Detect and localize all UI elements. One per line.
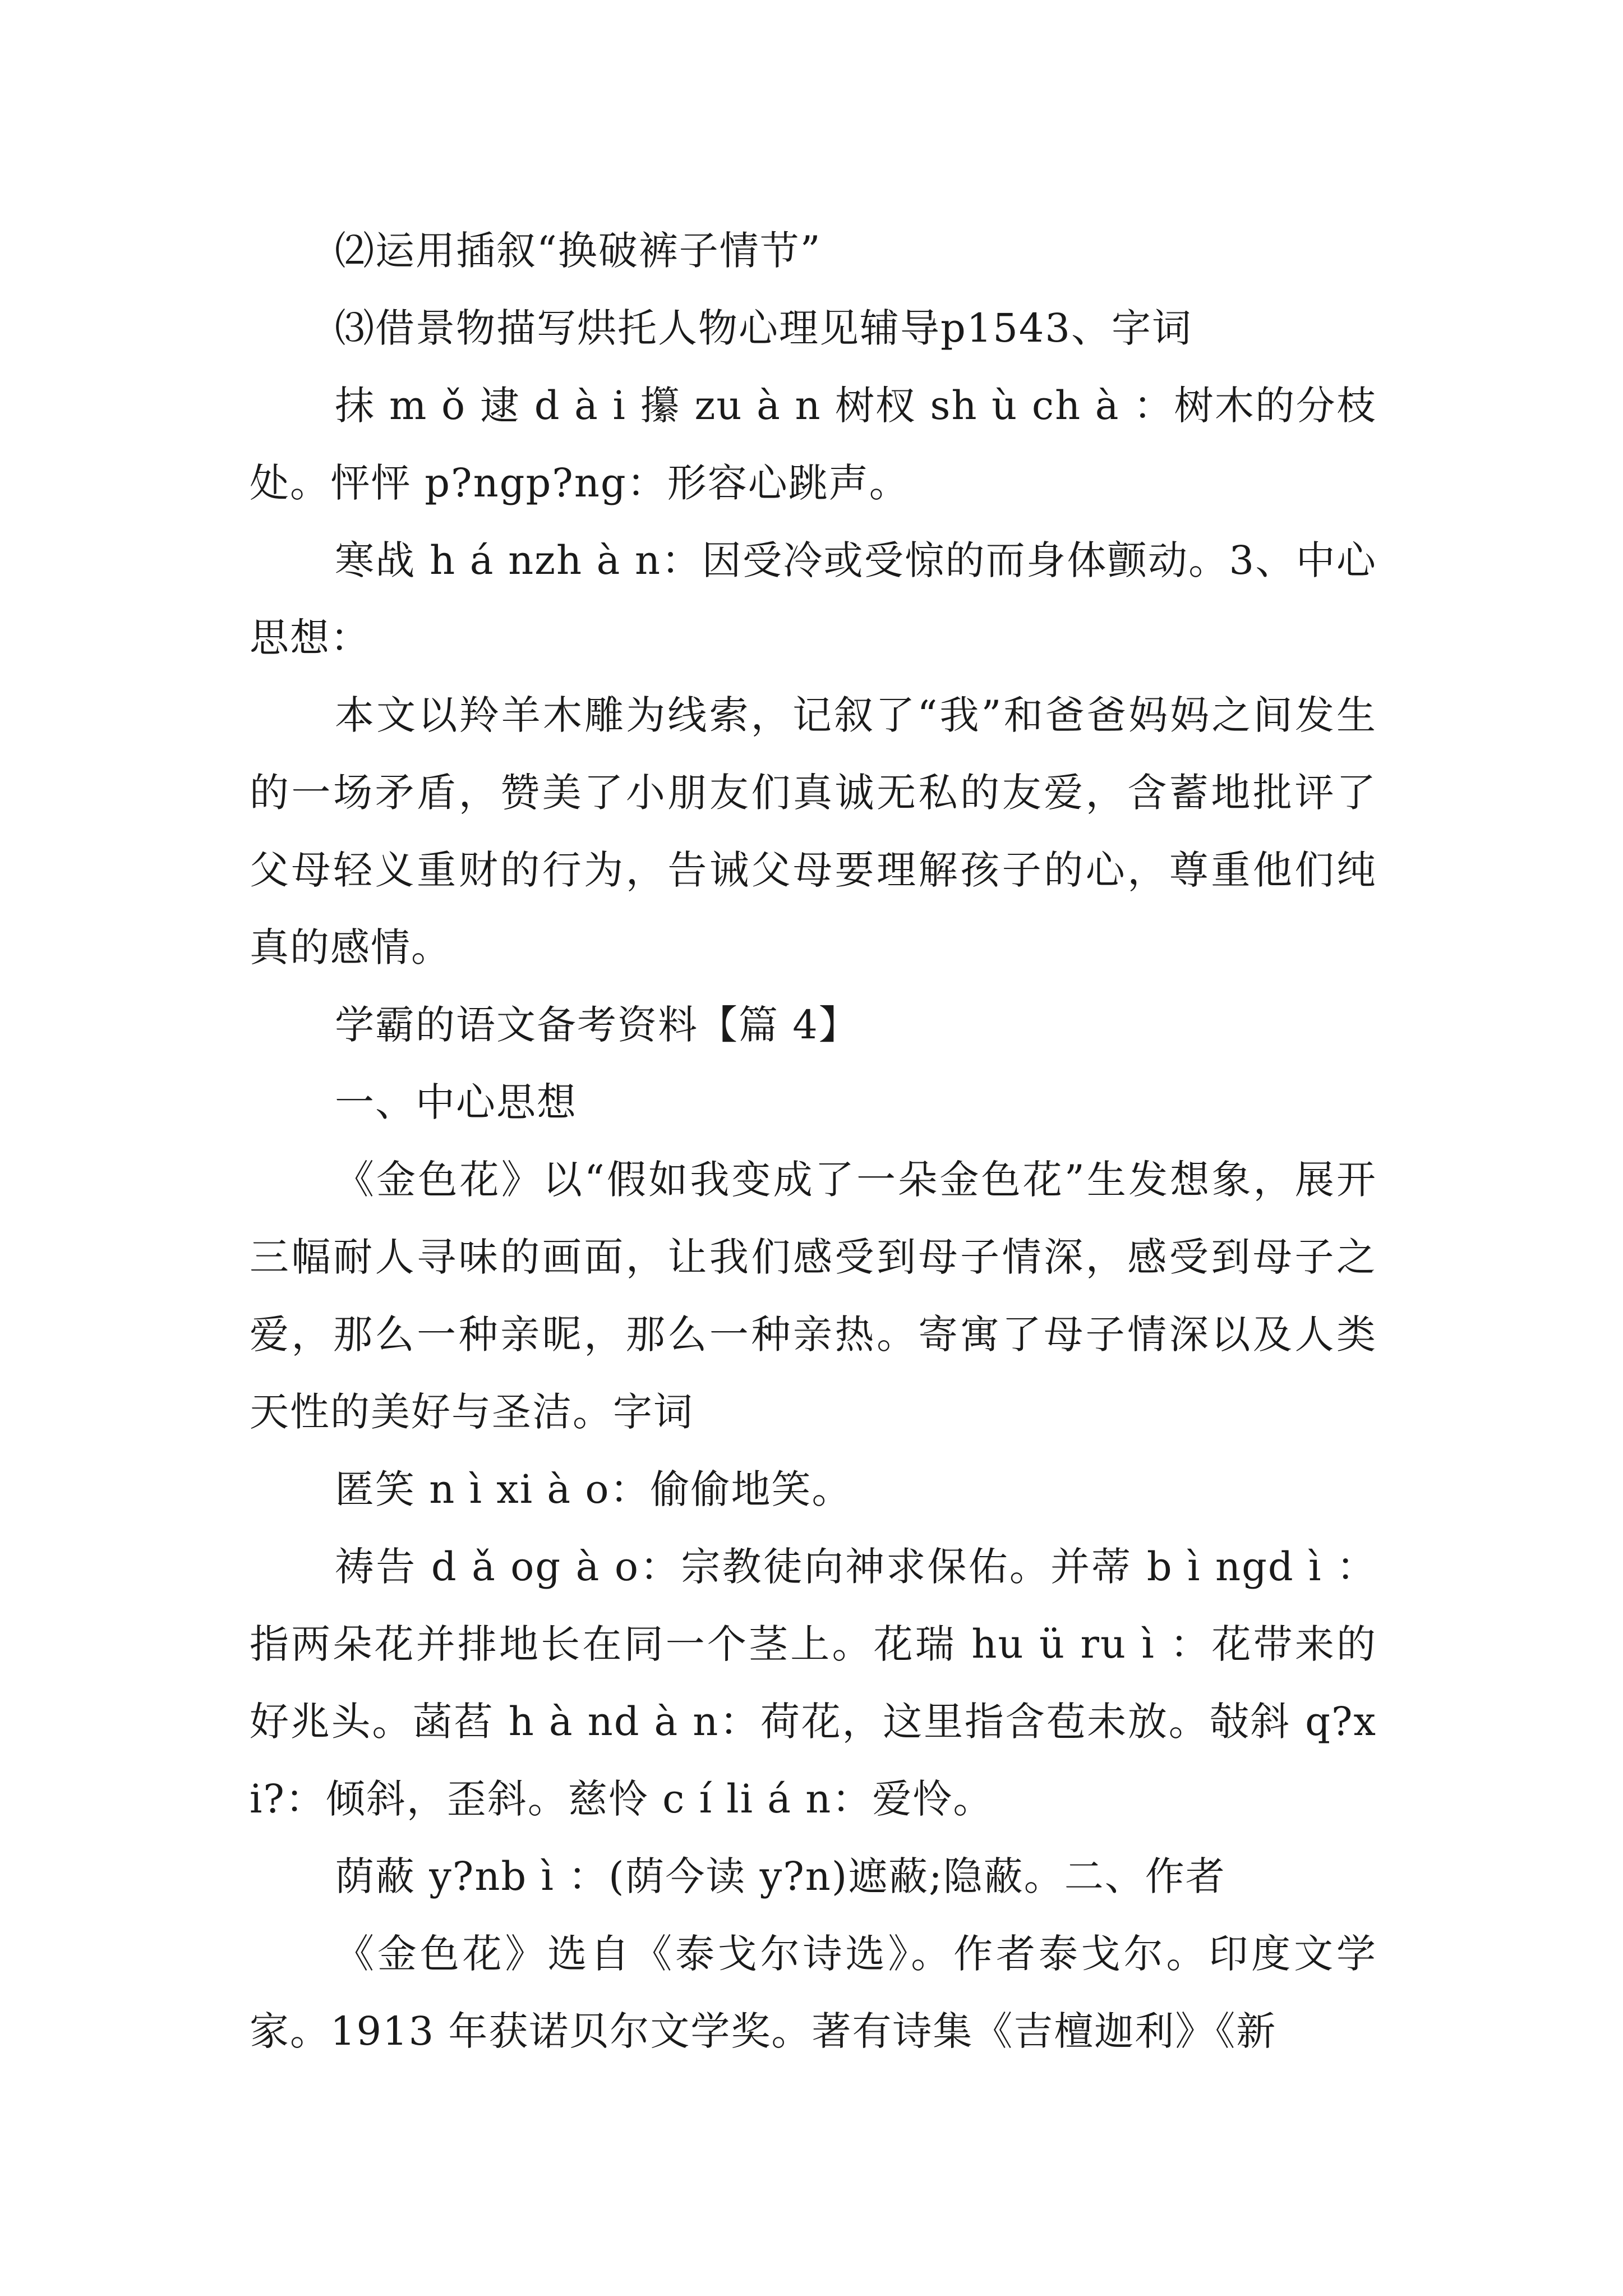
paragraph-narrative-technique: ⑵运用插叙“换破裤子情节” bbox=[335, 228, 822, 274]
paragraph-golden-flower-summary: 《金色花》以“假如我变成了一朵金色花”生发想象，展开三幅耐人寻味的画面，让我们感受到母子情深，感受到母子之爱，那么一种亲昵，那么一种亲热。寄寓了母子情深以及人类天性的美好与圣洁。字词 bbox=[250, 1157, 1377, 1435]
subheading-central-idea: 一、中心思想 bbox=[335, 1079, 577, 1125]
document-body bbox=[250, 212, 1377, 2070]
paragraph-vocabulary-4: 祷告 d ǎ og à o：宗教徒向神求保佑。并蒂 b ì ngd ì ：指两朵花并排地长在同一个茎上。花瑞 hu ü ru ì ：花带来的好兆头。菡萏 h à nd à n：荷花，这里指含苞未放。敧斜 q?xi?：倾斜，歪斜。慈怜 c í li á n：爱怜。 bbox=[250, 1544, 1377, 1822]
paragraph-scenery-description: ⑶借景物描写烘托人物心理见辅导p1543、字词 bbox=[335, 305, 1192, 351]
paragraph-central-idea: 本文以羚羊木雕为线索，记叙了“我”和爸爸妈妈之间发生的一场矛盾，赞美了小朋友们真诚无私的友爱，含蓄地批评了父母轻义重财的行为，告诫父母要理解孩子的心，尊重他们纯真的感情。 bbox=[250, 692, 1377, 970]
paragraph-vocabulary-5: 荫蔽 y?nb ì ：(荫今读 y?n)遮蔽;隐蔽。二、作者 bbox=[335, 1853, 1226, 1899]
paragraph-vocabulary-2: 寒战 h á nzh à n：因受冷或受惊的而身体颤动。3、中心思想： bbox=[250, 537, 1377, 661]
section-heading: 学霸的语文备考资料【篇 4】 bbox=[335, 1002, 859, 1048]
paragraph-author: 《金色花》选自《泰戈尔诗选》。作者泰戈尔。印度文学家。1913 年获诺贝尔文学奖。著有诗集《吉檀迦利》《新 bbox=[250, 1931, 1377, 2054]
paragraph-vocabulary-3: 匿笑 n ì xi à o：偷偷地笑。 bbox=[335, 1466, 852, 1512]
paragraph-vocabulary-1: 抹 m ǒ 逮 d à i 攥 zu à n 树杈 sh ù ch à ：树木的分枝处。怦怦 p?ngp?ng：形容心跳声。 bbox=[250, 383, 1377, 506]
